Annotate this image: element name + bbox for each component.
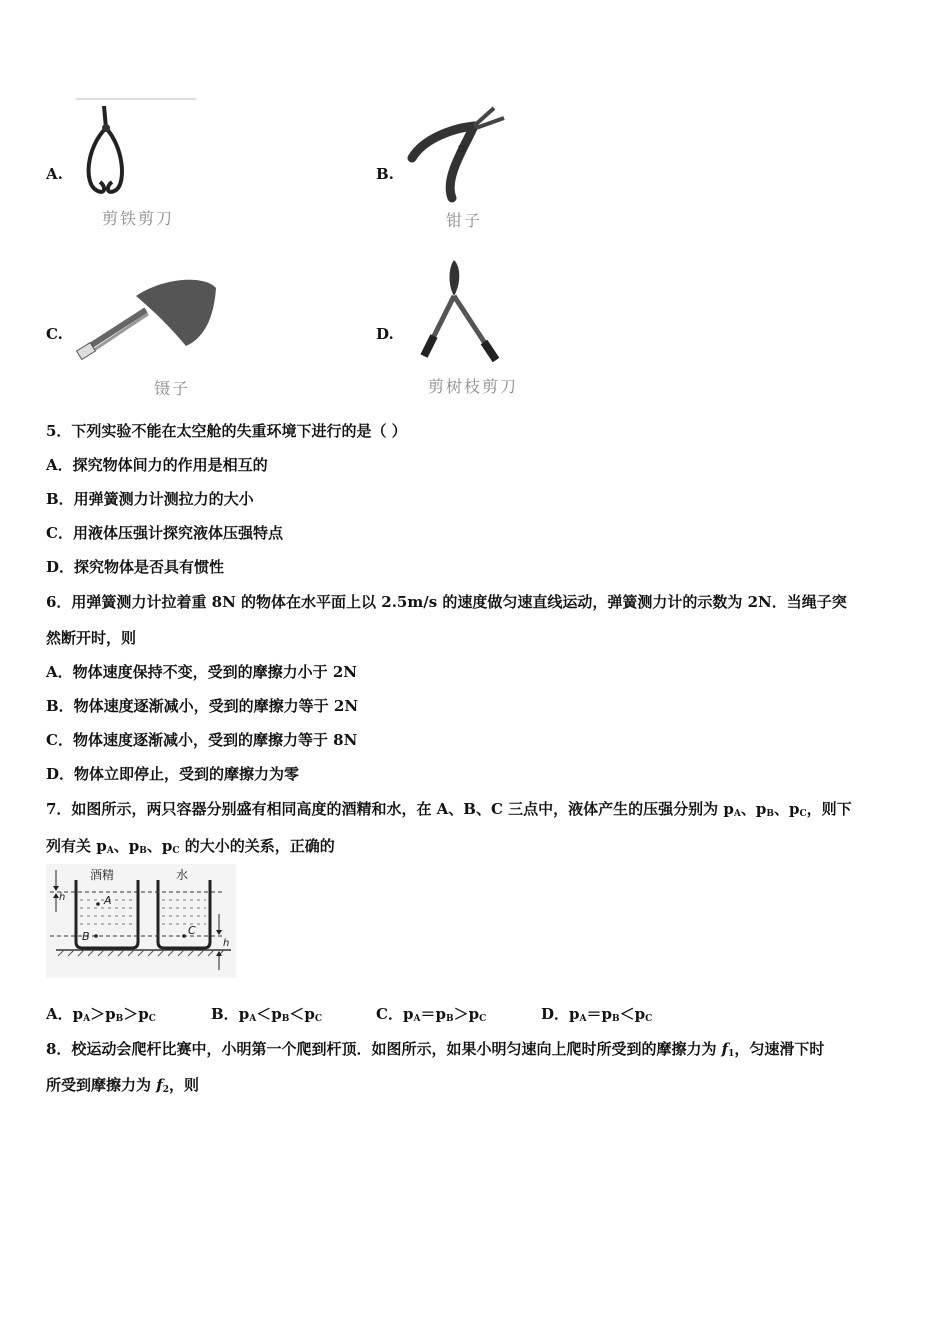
q5-stem: 5．下列实验不能在太空舱的失重环境下进行的是（ ） (46, 422, 407, 440)
q5-option-c: C．用液体压强计探究液体压强特点 (46, 524, 283, 542)
tweezers-icon (76, 268, 226, 378)
tweezers-figure (76, 268, 226, 400)
pliers-caption: 钳子 (446, 211, 483, 230)
tweezers-caption: 镊子 (154, 379, 191, 398)
q6-stem-line1: 6．用弹簧测力计拉着重 8N 的物体在水平面上以 2.5m/s 的速度做匀速直线运动，弹簧测力计的示数为 2N．当绳子突 (46, 593, 847, 611)
containers-diagram (46, 864, 236, 978)
q7-option-b: B．$p_A<p_B<p_C$ (211, 1005, 322, 1024)
option-d-letter: D. (376, 325, 394, 343)
q7-stem-line2: 列有关 $p_A$、$p_B$、$p_C$ 的大小的关系，正确的 (46, 837, 335, 856)
option-a-letter: A. (46, 165, 63, 183)
q7-stem-line1: 7．如图所示，两只容器分别盛有相同高度的酒精和水，在 A、B、C 三点中，液体产生的压强分别为 $p_A$、$p_B$、$p_C$，则下 (46, 800, 852, 819)
pliers-figure (404, 98, 510, 232)
q8-stem-line2: 所受到摩擦力为 $f_2$，则 (46, 1076, 199, 1095)
q7-option-a: A．$p_A>p_B>p_C$ (46, 1005, 156, 1024)
q7-option-d: D．$p_A=p_B<p_C$ (541, 1005, 653, 1024)
q5-option-b: B．用弹簧测力计测拉力的大小 (46, 490, 254, 508)
q8-stem-line1: 8．校运动会爬杆比赛中，小明第一个爬到杆顶．如图所示，如果小明匀速向上爬时所受到的摩擦力为 $f_1$，匀速滑下时 (46, 1040, 825, 1059)
point-a-label: A (104, 894, 112, 907)
point-c-label: C (188, 924, 196, 937)
q6-option-c: C．物体速度逐渐减小，受到的摩擦力等于 8N (46, 731, 358, 749)
q5-option-d: D．探究物体是否具有惯性 (46, 558, 225, 576)
pruning-shears-icon (404, 256, 554, 366)
q6-option-b: B．物体速度逐渐减小，受到的摩擦力等于 2N (46, 697, 359, 715)
q6-option-d: D．物体立即停止，受到的摩擦力为零 (46, 765, 300, 783)
option-c-letter: C. (46, 325, 63, 343)
shears-figure (76, 98, 198, 234)
label-water: 水 (176, 868, 189, 882)
q6-stem-line2: 然断开时，则 (46, 629, 137, 647)
h-label-left: h (59, 892, 66, 903)
h-label-right: h (223, 938, 230, 949)
q5-option-a: A．探究物体间力的作用是相互的 (46, 456, 268, 474)
shears-caption: 剪铁剪刀 (102, 209, 175, 228)
point-b-label: B (82, 930, 90, 943)
pruning-shears-caption: 剪树枝剪刀 (428, 377, 519, 396)
q6-option-a: A．物体速度保持不变，受到的摩擦力小于 2N (46, 663, 358, 681)
option-b-letter: B. (376, 165, 394, 183)
label-alcohol: 酒精 (90, 868, 115, 882)
pruning-shears-figure (404, 256, 554, 396)
q7-containers-figure (46, 864, 236, 978)
q7-option-c: C．$p_A=p_B>p_C$ (376, 1005, 487, 1024)
